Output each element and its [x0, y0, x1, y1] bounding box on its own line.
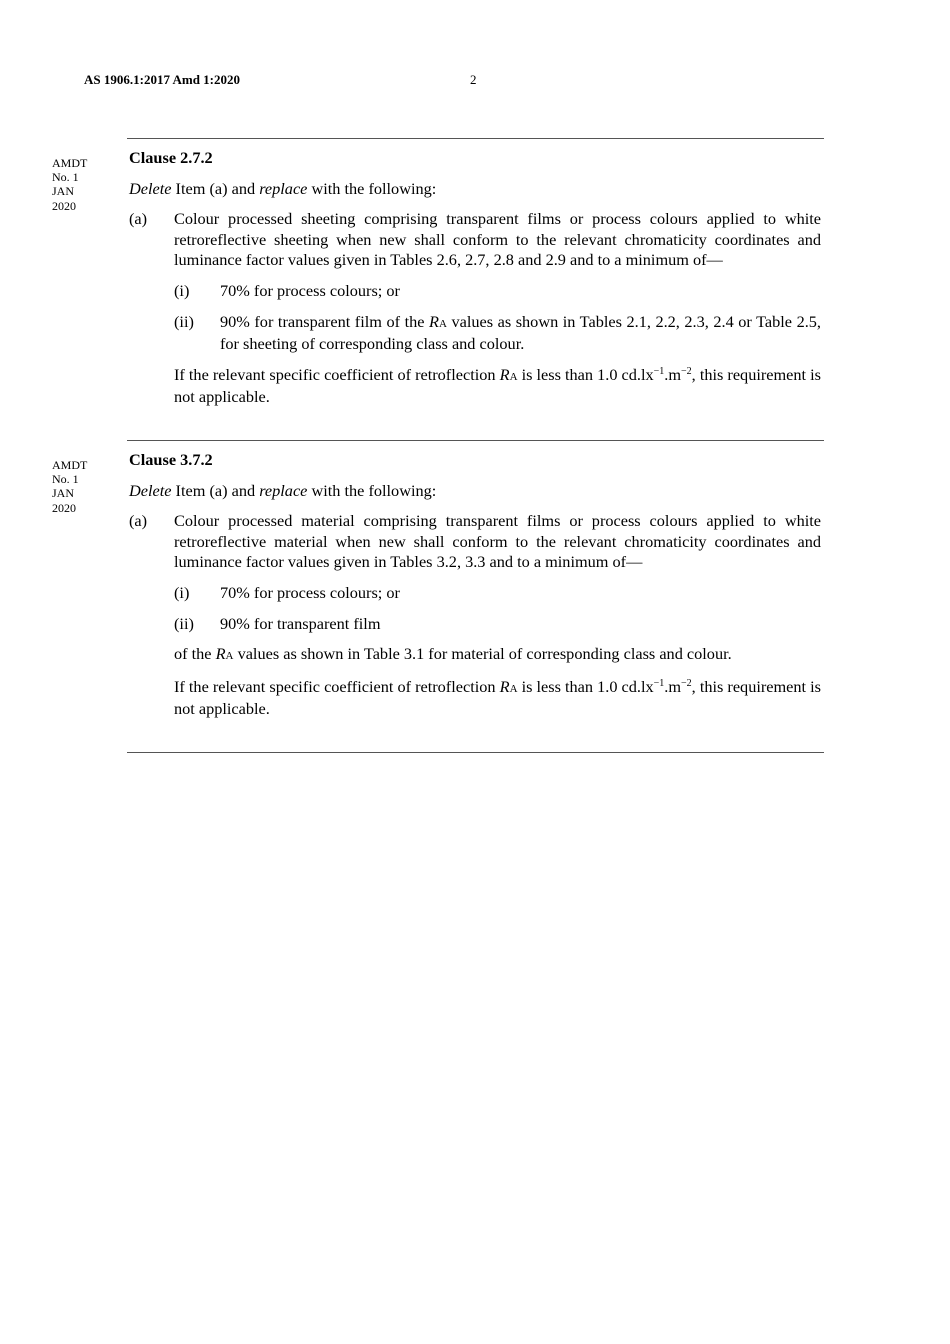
list-item: [129, 209, 821, 271]
sub-item-text: 70% for process colours; or: [220, 582, 400, 602]
instruction-line: [129, 179, 821, 200]
symbol-r: R: [429, 311, 439, 331]
values-paragraph: of the RA values as shown in Table 3.1 for material of corresponding class and colour.: [174, 644, 732, 664]
divider-top: [127, 138, 824, 139]
exponent: −1: [653, 677, 665, 689]
sub-item: [129, 281, 821, 302]
symbol-subscript: A: [509, 370, 518, 383]
sub-item-text: 90% for transparent film: [220, 613, 381, 633]
closing-paragraph: If the relevant specific coefficient of retroflection RA is less than 1.0 $cd.lx^{-1}.m^{-2}$, this requirement is not applicable.: [174, 676, 821, 719]
clause-title: Clause 2.7.2: [129, 148, 213, 167]
symbol-subscript: A: [509, 682, 518, 695]
amendment-note-line: AMDT: [52, 156, 88, 170]
item-text: Colour processed material comprising transparent films or process colours applied to white retroreflective material when new shall conform to the relevant chromaticity coordinates and luminance factor values given in Tables 3.2, 3.3 and to a minimum of—: [174, 511, 821, 572]
divider-middle: [127, 440, 824, 441]
sub-item-text: 90% for transparent film of the RA values as shown in Tables 2.1, 2.2, 2.3, 2.4 or Table 2.5, for sheeting of corresponding class and colour.: [220, 311, 821, 354]
instruction-text: with the following:: [307, 178, 437, 198]
sub-item-marker: (i): [174, 280, 190, 300]
amendment-note-line: No. 1: [52, 472, 79, 487]
replace-word: replace: [259, 178, 308, 198]
delete-word: Delete: [129, 178, 172, 198]
divider-bottom: [127, 752, 824, 753]
instruction-text: with the following:: [307, 480, 437, 500]
list-item: [129, 511, 821, 573]
closing-paragraph: If the relevant specific coefficient of retroflection RA is less than 1.0 $cd.lx^{-1}.m^{-2}$, this requirement is not applicable.: [174, 364, 821, 407]
page-number: 2: [470, 72, 477, 87]
amendment-note-line: 2020: [52, 198, 76, 213]
symbol-subscript: A: [438, 317, 447, 330]
sub-item-marker: (ii): [174, 613, 194, 633]
amendment-section-2-7-2: [129, 148, 821, 418]
sub-item: [129, 312, 821, 355]
delete-word: Delete: [129, 480, 172, 500]
instruction-line: [129, 481, 821, 502]
amendment-note-line: JAN: [52, 486, 75, 501]
amendment-note-line: JAN: [52, 184, 75, 199]
document-reference: AS 1906.1:2017 Amd 1:2020: [84, 72, 241, 87]
symbol-subscript: A: [225, 650, 234, 663]
amendment-section-3-7-2: [129, 450, 821, 730]
replace-word: replace: [259, 480, 308, 500]
symbol-r: R: [499, 676, 510, 696]
symbol-r: R: [215, 644, 226, 664]
item-text: Colour processed sheeting comprising transparent films or process colours applied to white retroreflective sheeting when new shall conform to the relevant chromaticity coordinates and luminance factor values given in Tables 2.6, 2.7, 2.8 and 2.9 and to a minimum of—: [174, 209, 821, 270]
sub-item-text: 70% for process colours; or: [220, 280, 400, 300]
symbol-r: R: [499, 364, 510, 384]
amendment-note: [52, 156, 87, 213]
amendment-note-line: AMDT: [52, 458, 88, 472]
sub-item-marker: (ii): [174, 311, 194, 331]
exponent: −1: [653, 365, 665, 377]
item-marker: (a): [129, 511, 148, 531]
item-marker: (a): [129, 209, 148, 229]
amendment-note-line: 2020: [52, 500, 76, 515]
sub-item: [129, 583, 821, 604]
amendment-note: [52, 458, 87, 515]
instruction-text: Item (a) and: [171, 480, 260, 500]
exponent: −2: [681, 677, 692, 689]
amendment-note-line: No. 1: [52, 170, 79, 185]
sub-item: [129, 614, 821, 635]
instruction-text: Item (a) and: [171, 178, 260, 198]
clause-title: Clause 3.7.2: [129, 450, 213, 469]
sub-item-marker: (i): [174, 582, 190, 602]
exponent: −2: [681, 365, 692, 377]
